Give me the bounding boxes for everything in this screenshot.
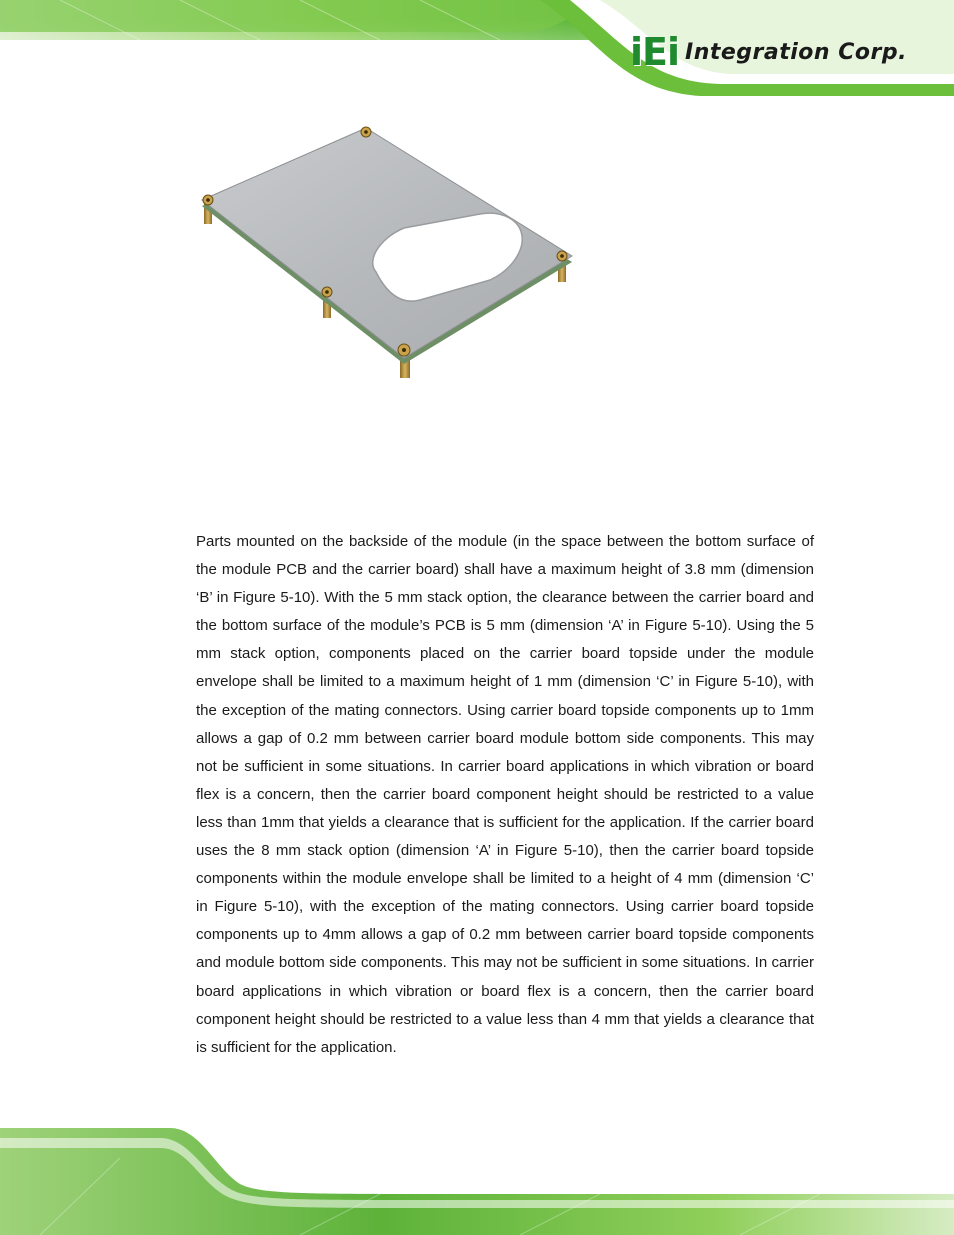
footer-banner (0, 1128, 954, 1235)
logo-mark: iEi (630, 30, 680, 74)
body-paragraph: Parts mounted on the backside of the module (in the space between the bottom surface of the module PCB and the carrier board) shall have a maximum height of 3.8 mm (dimension ‘B’ in Figure 5-10). With the 5 mm stack option, the clearance between the carrier board and the bottom surface of the module’s PCB is 5 mm (dimension ‘A’ in Figure 5-10). Using the 5 mm stack option, components placed on the carrier board topside under the module envelope shall be limited to a maximum height of 1 mm (dimension ‘C’ in Figure 5-10), with the exception of the mating connectors. Using carrier board topside components up to 1mm allows a gap of 0.2 mm between carrier board module bottom side components. This may not be sufficient in some situations. In carrier board applications in which vibration or board flex is a concern, then the carrier board component height should be restricted to a value less than 1mm that yields a clearance that is sufficient for the application. If the carrier board uses the 8 mm stack option (dimension ‘A’ in Figure 5-10), then the carrier board topside components within the module envelope shall be limited to a height of 4 mm (dimension ‘C’ in Figure 5-10), with the exception of the mating connectors. Using carrier board topside components up to 4mm allows a gap of 0.2 mm between carrier board topside components and module bottom side components. This may not be sufficient in some situations. In carrier board applications in which vibration or board flex is a concern, then the carrier board component height should be restricted to a value less than 4 mm that yields a clearance that is sufficient for the application. (196, 533, 814, 1056)
company-logo (630, 30, 907, 74)
logo-name: Integration Corp. (685, 39, 907, 65)
heatsink-plate-photo (190, 120, 590, 390)
